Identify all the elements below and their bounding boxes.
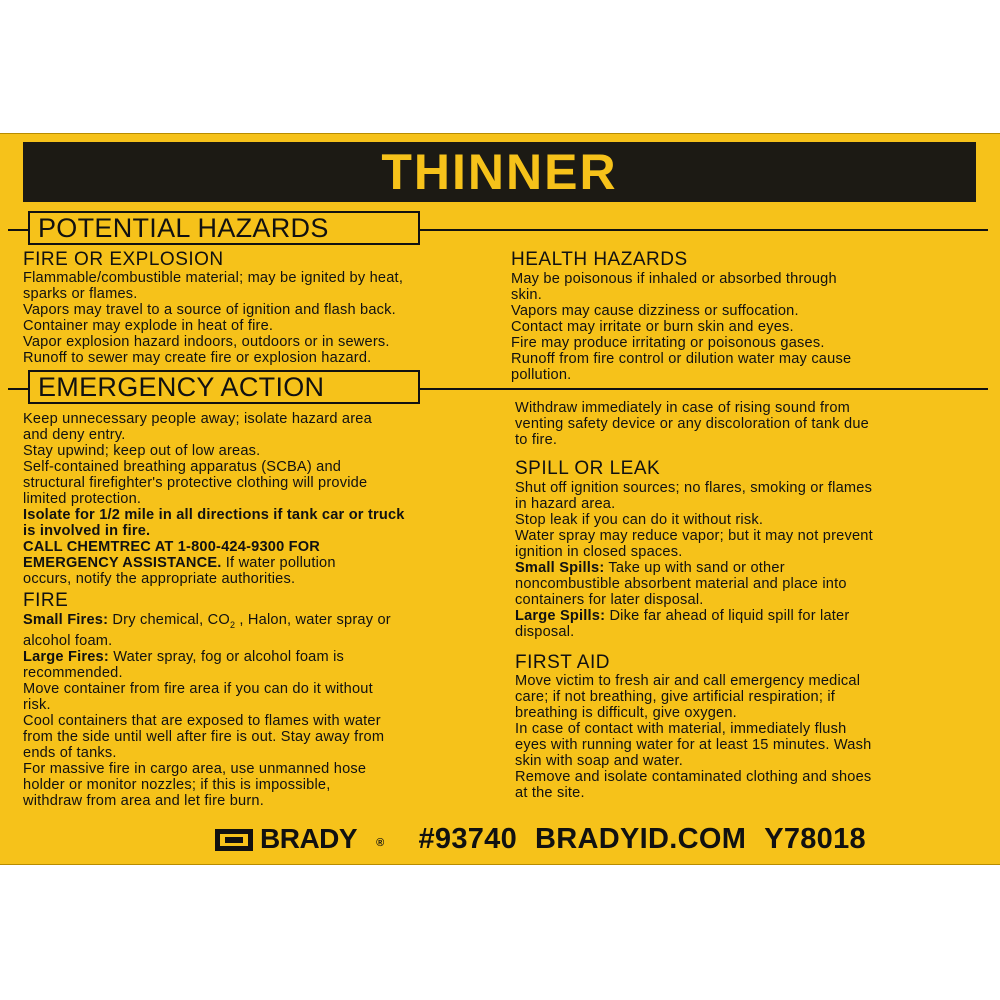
text-line: venting safety device or any discoloration of tank due [515,416,869,432]
fire-text [23,612,498,809]
fire-title: FIRE [23,590,69,611]
small-fires-text-b: , Halon, water spray or [235,612,391,628]
text-line: Withdraw immediately in case of rising sound from [515,400,851,416]
text-line: In case of contact with material, immediately flush [515,721,847,737]
text-line: structural firefighter's protective clothing will provide [23,475,368,491]
co2-subscript: 2 [229,619,236,630]
text-line: May be poisonous if inhaled or absorbed through [511,271,837,287]
chemtrec-line: CALL CHEMTREC AT 1-800-424-9300 FOR [23,539,321,555]
fire-explosion-title: FIRE OR EXPLOSION [23,249,224,270]
withdraw-text [515,400,985,448]
chemtrec-line-2 [23,555,498,571]
text-line: Vapors may cause dizziness or suffocation. [511,303,799,319]
first-aid-text [515,673,985,801]
text-line: Stay upwind; keep out of low areas. [23,443,261,459]
text-line: at the site. [515,785,585,801]
safety-label [0,133,1000,865]
small-spills-line [515,560,985,576]
water-pollution-text: If water pollution [221,555,336,571]
small-spills-label: Small Spills: [515,560,605,576]
section-rule-hazards-right [420,229,988,231]
text-line: ignition in closed spaces. [515,544,683,560]
section-rule-emergency-right [420,388,988,390]
small-fires-label: Small Fires: [23,612,109,628]
text-line: recommended. [23,664,123,681]
text-line: to fire. [515,432,558,448]
text-line: in hazard area. [515,496,616,512]
text-line: Runoff from fire control or dilution water may cause [511,351,852,367]
text-line: noncombustible absorbent material and place into [515,576,847,592]
text-line: Self-contained breathing apparatus (SCBA) and [23,459,342,475]
text-line: care; if not breathing, give artificial respiration; if [515,689,836,705]
small-fires-line [23,612,498,633]
text-line: For massive fire in cargo area, use unmanned hose [23,760,367,777]
large-fires-text: Water spray, fog or alcohol foam is [108,648,345,665]
emergency-action-heading-text: EMERGENCY ACTION [38,372,325,402]
text-line: skin with soap and water. [515,753,684,769]
text-line: breathing is difficult, give oxygen. [515,705,737,721]
text-line: containers for later disposal. [515,592,704,608]
text-line: Remove and isolate contaminated clothing and shoes [515,769,872,785]
spill-leak-text [515,480,985,640]
emergency-action-heading [28,370,420,404]
large-spills-label: Large Spills: [515,608,606,624]
health-hazards-title: HEALTH HAZARDS [511,249,688,270]
potential-hazards-heading [28,211,420,245]
large-fires-label: Large Fires: [23,648,109,665]
label-footer [214,819,884,859]
fire-explosion-text [23,270,493,366]
text-line: holder or monitor nozzles; if this is impossible, [23,776,331,793]
section-rule-emergency-left [8,388,28,390]
text-line: skin. [511,287,543,303]
registered-mark: ® [376,837,385,849]
brand-name: BRADY [260,823,358,854]
text-line: Move container from fire area if you can do it without [23,680,373,697]
health-hazards-text [511,271,991,383]
small-fires-text-a: Dry chemical, CO [108,612,230,628]
first-aid-title: FIRST AID [515,652,610,673]
title-bar [23,142,976,202]
text-line: risk. [23,696,51,713]
text-line: withdraw from area and let fire burn. [23,792,265,809]
text-line: disposal. [515,624,575,640]
potential-hazards-heading-text: POTENTIAL HAZARDS [38,213,329,243]
small-spills-text: Take up with sand or other [604,560,785,576]
text-line: Isolate for 1/2 mile in all directions if tank car or truck [23,507,405,523]
emergency-action-text [23,411,498,587]
text-line: Fire may produce irritating or poisonous gases. [511,335,825,351]
text-line: Flammable/combustible material; may be ignited by heat, [23,270,404,286]
text-line: Vapors may travel to a source of ignition and flash back. [23,302,396,318]
text-line: Container may explode in heat of fire. [23,318,274,334]
website: BRADYID.COM [535,822,747,855]
brady-logo-icon [214,827,254,851]
text-line: ends of tanks. [23,744,117,761]
text-line: alcohol foam. [23,632,113,649]
text-line: Move victim to fresh air and call emergency medical [515,673,861,689]
emergency-assistance-text: EMERGENCY ASSISTANCE. [23,555,222,571]
text-line: Contact may irritate or burn skin and eyes. [511,319,794,335]
text-line: Water spray may reduce vapor; but it may not prevent [515,528,873,544]
text-line: occurs, notify the appropriate authorities. [23,571,296,587]
text-line: from the side until well after fire is out. Stay away from [23,728,385,745]
large-spills-line [515,608,985,624]
section-rule-hazards-left [8,229,28,231]
text-line: Cool containers that are exposed to flames with water [23,712,381,729]
text-line: eyes with running water for at least 15 minutes. Wash [515,737,872,753]
large-spills-text: Dike far ahead of liquid spill for later [605,608,850,624]
brady-brand [214,823,402,855]
text-line: limited protection. [23,491,142,507]
label-title: THINNER [381,144,618,200]
spill-leak-title: SPILL OR LEAK [515,458,661,479]
product-code: Y78018 [764,822,866,855]
text-line: pollution. [511,367,572,383]
text-line: Vapor explosion hazard indoors, outdoors or in sewers. [23,334,390,350]
text-line: Stop leak if you can do it without risk. [515,512,764,528]
text-line: and deny entry. [23,427,126,443]
text-line: is involved in fire. [23,523,151,539]
text-line: Runoff to sewer may create fire or explosion hazard. [23,350,372,366]
text-line: Shut off ignition sources; no flares, smoking or flames [515,480,873,496]
text-line: sparks or flames. [23,286,138,302]
part-number: #93740 [418,822,518,855]
text-line: Keep unnecessary people away; isolate hazard area [23,411,372,427]
large-fires-line [23,649,498,665]
